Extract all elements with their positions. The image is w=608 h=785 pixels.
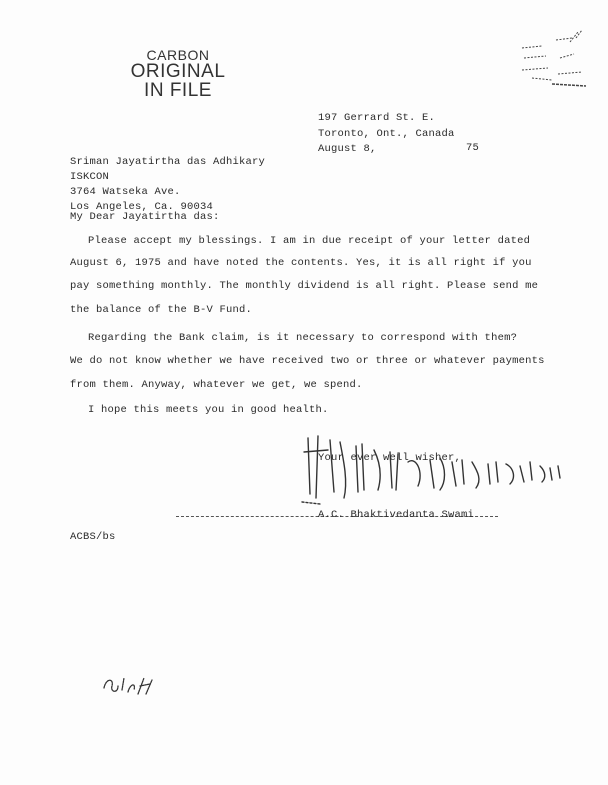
signer-name: A.C. Bhaktivedanta Swami	[318, 509, 475, 521]
closing: Your ever well wisher,	[318, 452, 462, 464]
reference-initials: ACBS/bs	[70, 531, 116, 543]
recipient-line-2: ISKCON	[70, 171, 110, 183]
stamp-line-3: IN FILE	[144, 80, 212, 101]
body-line: Regarding the Bank claim, is it necessary to correspond with them?	[88, 332, 518, 344]
sender-address-line-1: 197 Gerrard St. E.	[318, 112, 436, 124]
body-line: We do not know whether we have received two or three or whatever payments	[70, 355, 545, 367]
body-line: from them. Anyway, whatever we get, we spend.	[70, 379, 363, 391]
recipient-line-3: 3764 Watseka Ave.	[70, 186, 181, 198]
body-line: pay something monthly. The monthly dividend is all right. Please send me	[70, 280, 539, 292]
letter-date: August 8,	[318, 143, 377, 155]
recipient-line-1: Sriman Jayatirtha das Adhikary	[70, 156, 266, 168]
stamp-line-1: CARBON	[146, 47, 210, 63]
carbon-original-stamp	[128, 48, 228, 100]
recipient-line-4: Los Angeles, Ca. 90034	[70, 201, 214, 213]
handwritten-file-mark	[100, 664, 156, 700]
sender-address-line-2: Toronto, Ont., Canada	[318, 127, 455, 140]
stamp-line-2: ORIGINAL	[130, 61, 226, 82]
sender-address	[318, 111, 455, 158]
recipient-address	[70, 155, 265, 215]
body-line: August 6, 1975 and have noted the contents. Yes, it is all right if you	[70, 257, 532, 269]
handwritten-signature	[300, 432, 570, 510]
body-line: Please accept my blessings. I am in due receipt of your letter dated	[88, 235, 531, 247]
body-line: the balance of the B-V Fund.	[70, 304, 253, 316]
salutation: My Dear Jayatirtha das:	[70, 211, 220, 223]
letter-year: 75	[466, 142, 480, 154]
body-line: I hope this meets you in good health.	[88, 404, 329, 416]
corner-scribble-mark	[512, 28, 592, 98]
